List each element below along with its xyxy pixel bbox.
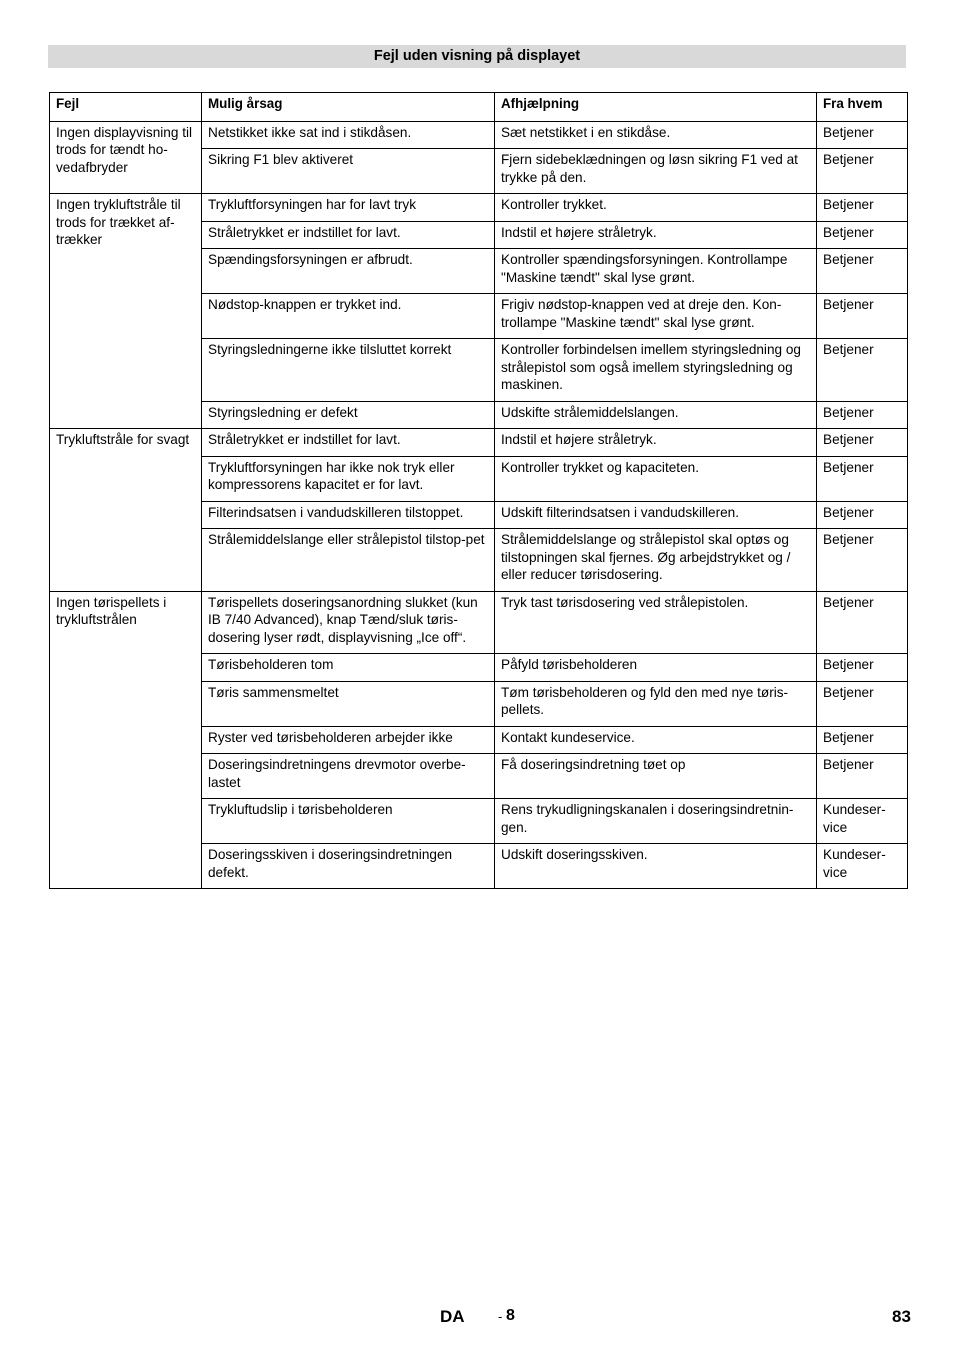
section-title: Fejl uden visning på displayet bbox=[48, 45, 906, 68]
fault-cell: Ingen tørispellets i trykluftstrålen bbox=[50, 591, 202, 889]
cause-cell: Strålemiddelslange eller strålepistol tilstop-pet bbox=[202, 529, 495, 592]
fault-cell: Ingen trykluftstråle til trods for trækket af-trækker bbox=[50, 194, 202, 429]
remedy-cell: Kontroller trykket og kapaciteten. bbox=[495, 456, 817, 501]
page-number: 83 bbox=[892, 1307, 911, 1326]
footer-dash: - bbox=[498, 1309, 503, 1324]
remedy-cell: Frigiv nødstop-knappen ved at dreje den. Kon-trollampe "Maskine tændt" skal lyse grønt. bbox=[495, 294, 817, 339]
header-by-whom: Fra hvem bbox=[817, 93, 908, 122]
by-whom-cell: Betjener bbox=[817, 194, 908, 222]
by-whom-cell: Betjener bbox=[817, 681, 908, 726]
remedy-cell: Fjern sidebeklædningen og løsn sikring F1 ved at trykke på den. bbox=[495, 149, 817, 194]
fault-table bbox=[49, 92, 908, 889]
remedy-cell: Kontroller spændingsforsyningen. Kontrollampe "Maskine tændt" skal lyse grønt. bbox=[495, 249, 817, 294]
remedy-cell: Kontakt kundeservice. bbox=[495, 726, 817, 754]
table-header-row bbox=[50, 93, 908, 122]
by-whom-cell: Betjener bbox=[817, 401, 908, 429]
cause-cell: Trykluftudslip i tørisbeholderen bbox=[202, 799, 495, 844]
by-whom-cell: Betjener bbox=[817, 121, 908, 149]
cause-cell: Sikring F1 blev aktiveret bbox=[202, 149, 495, 194]
header-cause: Mulig årsag bbox=[202, 93, 495, 122]
remedy-cell: Tryk tast tørisdosering ved strålepistolen. bbox=[495, 591, 817, 654]
cause-cell: Doseringsskiven i doseringsindretningen defekt. bbox=[202, 844, 495, 889]
cause-cell: Spændingsforsyningen er afbrudt. bbox=[202, 249, 495, 294]
header-remedy: Afhjælpning bbox=[495, 93, 817, 122]
remedy-cell: Få doseringsindretning tøet op bbox=[495, 754, 817, 799]
footer-sub-page: 8 bbox=[506, 1307, 515, 1324]
remedy-cell: Udskifte strålemiddelslangen. bbox=[495, 401, 817, 429]
by-whom-cell: Betjener bbox=[817, 221, 908, 249]
remedy-cell: Indstil et højere stråletryk. bbox=[495, 429, 817, 457]
fault-cell: Ingen displayvisning til trods for tændt ho-vedafbryder bbox=[50, 121, 202, 194]
by-whom-cell: Betjener bbox=[817, 249, 908, 294]
by-whom-cell: Betjener bbox=[817, 456, 908, 501]
table-row bbox=[50, 429, 908, 457]
remedy-cell: Udskift filterindsatsen i vandudskilleren. bbox=[495, 501, 817, 529]
cause-cell: Netstikket ikke sat ind i stikdåsen. bbox=[202, 121, 495, 149]
cause-cell: Ryster ved tørisbeholderen arbejder ikke bbox=[202, 726, 495, 754]
fault-cell: Trykluftstråle for svagt bbox=[50, 429, 202, 592]
by-whom-cell: Kundeser-vice bbox=[817, 799, 908, 844]
remedy-cell: Udskift doseringsskiven. bbox=[495, 844, 817, 889]
remedy-cell: Påfyld tørisbeholderen bbox=[495, 654, 817, 682]
cause-cell: Filterindsatsen i vandudskilleren tilstoppet. bbox=[202, 501, 495, 529]
remedy-cell: Strålemiddelslange og strålepistol skal optøs og tilstopningen skal fjernes. Øg arbejdstrykket og / eller reducer tørisdosering. bbox=[495, 529, 817, 592]
by-whom-cell: Betjener bbox=[817, 429, 908, 457]
by-whom-cell: Betjener bbox=[817, 149, 908, 194]
remedy-cell: Indstil et højere stråletryk. bbox=[495, 221, 817, 249]
by-whom-cell: Betjener bbox=[817, 294, 908, 339]
by-whom-cell: Betjener bbox=[817, 501, 908, 529]
cause-cell: Trykluftforsyningen har for lavt tryk bbox=[202, 194, 495, 222]
remedy-cell: Kontroller trykket. bbox=[495, 194, 817, 222]
remedy-cell: Tøm tørisbeholderen og fyld den med nye tøris-pellets. bbox=[495, 681, 817, 726]
by-whom-cell: Kundeser-vice bbox=[817, 844, 908, 889]
by-whom-cell: Betjener bbox=[817, 529, 908, 592]
by-whom-cell: Betjener bbox=[817, 339, 908, 402]
cause-cell: Nødstop-knappen er trykket ind. bbox=[202, 294, 495, 339]
table-row bbox=[50, 121, 908, 149]
cause-cell: Tøris sammensmeltet bbox=[202, 681, 495, 726]
cause-cell: Styringsledningerne ikke tilsluttet korrekt bbox=[202, 339, 495, 402]
cause-cell: Doseringsindretningens drevmotor overbe-lastet bbox=[202, 754, 495, 799]
cause-cell: Tørisbeholderen tom bbox=[202, 654, 495, 682]
cause-cell: Styringsledning er defekt bbox=[202, 401, 495, 429]
cause-cell: Stråletrykket er indstillet for lavt. bbox=[202, 221, 495, 249]
remedy-cell: Rens trykudligningskanalen i doseringsindretnin-gen. bbox=[495, 799, 817, 844]
by-whom-cell: Betjener bbox=[817, 726, 908, 754]
cause-cell: Stråletrykket er indstillet for lavt. bbox=[202, 429, 495, 457]
table-row bbox=[50, 591, 908, 654]
header-fault: Fejl bbox=[50, 93, 202, 122]
footer-language: DA bbox=[440, 1307, 465, 1326]
by-whom-cell: Betjener bbox=[817, 754, 908, 799]
remedy-cell: Kontroller forbindelsen imellem styringsledning og strålepistol som også imellem styringsledning og maskinen. bbox=[495, 339, 817, 402]
table-row bbox=[50, 194, 908, 222]
by-whom-cell: Betjener bbox=[817, 654, 908, 682]
cause-cell: Tørispellets doseringsanordning slukket (kun IB 7/40 Advanced), knap Tænd/sluk tøris-dosering lyser rødt, displayvisning „Ice off“. bbox=[202, 591, 495, 654]
cause-cell: Trykluftforsyningen har ikke nok tryk eller kompressorens kapacitet er for lavt. bbox=[202, 456, 495, 501]
remedy-cell: Sæt netstikket i en stikdåse. bbox=[495, 121, 817, 149]
by-whom-cell: Betjener bbox=[817, 591, 908, 654]
